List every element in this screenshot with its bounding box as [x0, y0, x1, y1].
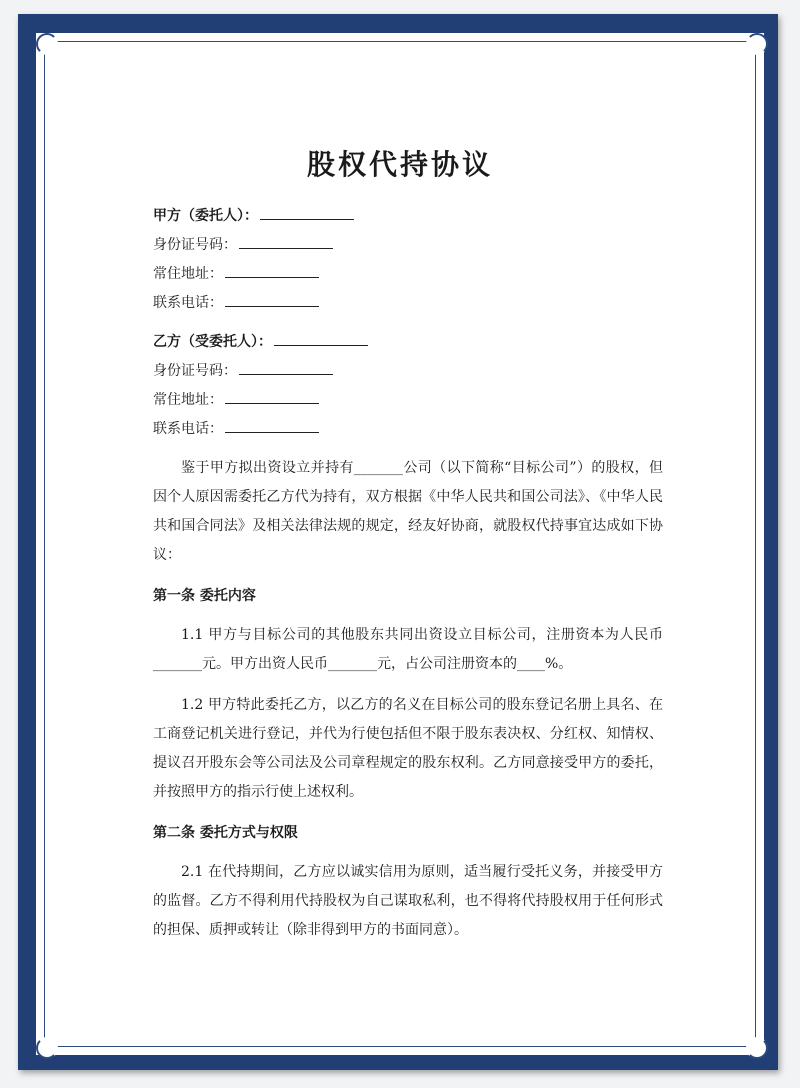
party-a-address-row [153, 262, 663, 291]
party-b-id-label: 身份证号码： [153, 363, 237, 379]
document-title: 股权代持协议 [306, 148, 493, 181]
party-a-address-label: 常住地址： [153, 266, 223, 282]
party-a-phone-row [153, 291, 663, 320]
party-b-name-blank[interactable] [274, 330, 368, 346]
clause-1-1: 1.1 甲方与目标公司的其他股东共同出资设立目标公司，注册资本为人民币_______元。甲方出资人民币_______元，占公司注册资本的____%。 [153, 627, 663, 672]
party-b-id-blank[interactable] [239, 359, 333, 375]
article-2-heading: 第二条 委托方式与权限 [153, 825, 298, 841]
party-b-phone-label: 联系电话： [153, 421, 223, 437]
party-b-row [153, 330, 663, 359]
party-a-phone-label: 联系电话： [153, 295, 223, 311]
document-body [153, 204, 663, 945]
corner-ornament [746, 33, 768, 55]
corner-ornament [36, 33, 58, 55]
party-b-phone-row [153, 417, 663, 446]
party-b-address-label: 常住地址： [153, 392, 223, 408]
corner-ornament [36, 1037, 58, 1059]
clause-1-2: 1.2 甲方特此委托乙方，以乙方的名义在目标公司的股东登记名册上具名、在工商登记机关进行登记，并代为行使包括但不限于股东表决权、分红权、知情权、提议召开股东会等公司法及公司章程规定的股东权利。乙方同意接受甲方的委托，并按照甲方的指示行使上述权利。 [153, 697, 663, 800]
party-a-id-row [153, 233, 663, 262]
party-a-id-label: 身份证号码： [153, 237, 237, 253]
party-b-id-row [153, 359, 663, 388]
party-a-row [153, 204, 663, 233]
party-b-phone-blank[interactable] [225, 417, 319, 433]
party-b-address-row [153, 388, 663, 417]
party-a-id-blank[interactable] [239, 233, 333, 249]
article-1-heading: 第一条 委托内容 [153, 588, 256, 604]
party-a-label: 甲方（委托人）： [153, 208, 258, 224]
party-a-address-blank[interactable] [225, 262, 319, 278]
corner-ornament [746, 1037, 768, 1059]
party-a-phone-blank[interactable] [225, 291, 319, 307]
party-b-label: 乙方（受委托人）： [153, 334, 272, 350]
party-a-name-blank[interactable] [260, 204, 354, 220]
preamble-paragraph: 鉴于甲方拟出资设立并持有_______公司（以下简称“目标公司”）的股权，但因个人原因需委托乙方代为持有，双方根据《中华人民共和国公司法》、《中华人民共和国合同法》及相关法律法规的规定，经友好协商，就股权代持事宜达成如下协议： [153, 460, 663, 563]
clause-2-1: 2.1 在代持期间，乙方应以诚实信用为原则，适当履行受托义务，并接受甲方的监督。乙方不得利用代持股权为自己谋取私利，也不得将代持股权用于任何形式的担保、质押或转让（除非得到甲方的书面同意）。 [153, 864, 663, 938]
party-b-address-blank[interactable] [225, 388, 319, 404]
